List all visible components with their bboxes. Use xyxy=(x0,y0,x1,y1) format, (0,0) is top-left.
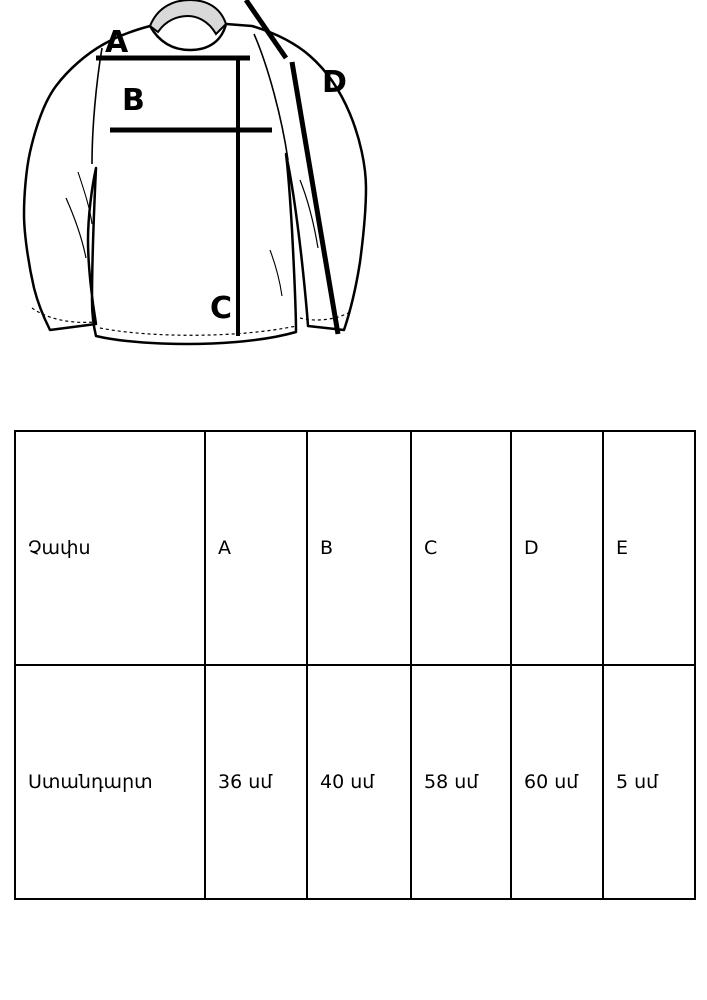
cell-e-value: 5 սմ xyxy=(603,665,695,899)
table-row xyxy=(15,665,695,899)
label-a: A xyxy=(105,25,129,60)
header-cell-b: B xyxy=(307,431,411,665)
label-d: D xyxy=(322,65,347,100)
row-label-standard: Ստանդարտ xyxy=(15,665,205,899)
cell-d-value: 60 սմ xyxy=(511,665,603,899)
header-cell-size: Չափս xyxy=(15,431,205,665)
collar-shape xyxy=(150,0,226,34)
cell-b-value: 40 սմ xyxy=(307,665,411,899)
cell-a-value: 36 սմ xyxy=(205,665,307,899)
garment-illustration xyxy=(0,0,707,400)
header-cell-c: C xyxy=(411,431,511,665)
table-header-row xyxy=(15,431,695,665)
header-cell-a: A xyxy=(205,431,307,665)
size-chart-table xyxy=(14,430,696,900)
label-b: B xyxy=(122,83,145,118)
header-cell-e: E xyxy=(603,431,695,665)
label-c: C xyxy=(210,291,233,326)
header-cell-d: D xyxy=(511,431,603,665)
cell-c-value: 58 սմ xyxy=(411,665,511,899)
